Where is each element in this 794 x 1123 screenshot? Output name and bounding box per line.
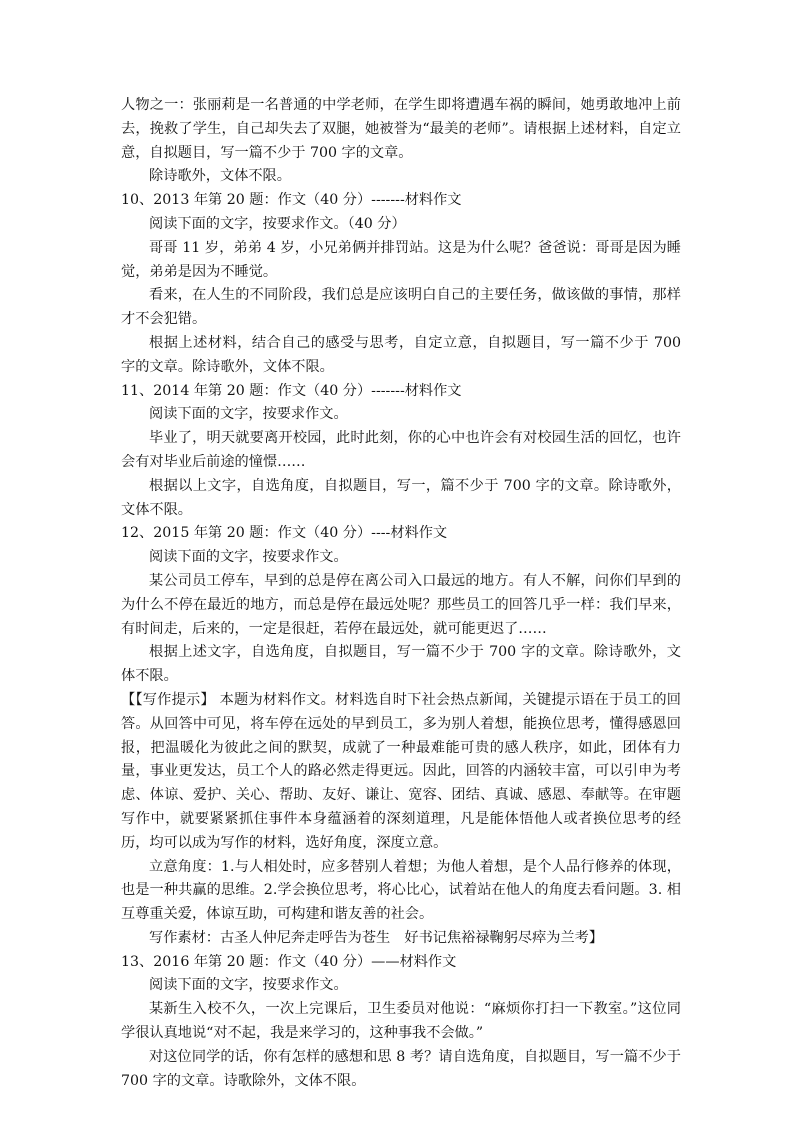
question-13-heading: 13、2016 年第 20 题：作文（40 分）——材料作文 xyxy=(121,953,457,970)
question-10-instruction: 阅读下面的文字，按要求作文。（40 分） xyxy=(149,215,406,232)
question-12-heading: 12、2015 年第 20 题：作文（40 分）----材料作文 xyxy=(121,525,448,542)
question-11-requirement: 根据以上文字，自选角度，自拟题目，写一，篇不少于 700 字的文章。除诗歌外，文体不限。 xyxy=(121,477,681,518)
question-13-requirement: 对这位同学的话，你有怎样的感想和思 8 考？请自选角度，自拟题目，写一篇不少于 700 字的文章。诗歌除外，文体不限。 xyxy=(121,1048,681,1089)
question-10-requirement: 根据上述材料，结合自己的感受与思考，自定立意，自拟题目，写一篇不少于 700 字的文章。除诗歌外，文体不限。 xyxy=(121,334,681,375)
question-12-requirement: 根据上述文字，自选角度，自拟题目，写一篇不少于 700 字的文章。除诗歌外，文体不限。 xyxy=(121,644,681,685)
question-11-material: 毕业了，明天就要离开校园，此时此刻，你的心中也许会有对校园生活的回忆，也许会有对毕业后前途的憧憬…… xyxy=(121,430,681,470)
question-12-writing-tip: 【【写作提示】 本题为材料作文。材料选自时下社会热点新闻，关键提示语在于员工的回答。从回答中可见，将车停在远处的早到员工，多为别人着想，能换位思考，懂得感恩回报，把温暖化为彼此之间的默契，成就了一种最难能可贵的感人秩序，如此，团体有力量，事业更发达，员工个人的路必然走得更远。因此，回答的内涵较丰富，可以引申为考虑、体谅、爱护、关心、帮助、友好、谦让、宽容、团结、真诚、感恩、奉献等。在审题写作中，就要紧紧抓住事件本身蕴涵着的深刻道理，凡是能体悟他人或者换位思考的经历，均可以成为写作的材料，选好角度，深度立意。 xyxy=(121,691,681,851)
question-10-heading: 10、2013 年第 20 题：作文（40 分）-------材料作文 xyxy=(121,192,462,209)
question-12-material: 某公司员工停车，早到的总是停在离公司入口最远的地方。有人不解，问你们早到的 为什么不停在最近的地方，而总是停在最远处呢？那些员工的回答几乎一样：我们早来， 有时间走，后来的，一定是很赶，若停在最远处，就可能更迟了…… xyxy=(121,572,681,637)
document-page xyxy=(121,94,681,1093)
question-12-material-suggestion: 写作素材：古圣人仲尼奔走呼告为苍生 好书记焦裕禄鞠躬尽瘁为兰考】 xyxy=(149,929,604,946)
question-11-instruction: 阅读下面的文字，按要求作文。 xyxy=(149,406,348,423)
question-11-heading: 11、2014 年第 20 题：作文（40 分）-------材料作文 xyxy=(121,382,462,399)
question-10-commentary: 看来，在人生的不同阶段，我们总是应该明白自己的主要任务，做该做的事情，那样才不会犯错。 xyxy=(121,287,681,328)
question-10-material: 哥哥 11 岁，弟弟 4 岁，小兄弟俩并排罚站。这是为什么呢？爸爸说：哥哥是因为睡觉，弟弟是因为不睡觉。 xyxy=(121,239,681,280)
intro-paragraph: 人物之一：张丽莉是一名普通的中学老师，在学生即将遭遇车祸的瞬间，她勇敢地冲上前去，挽救了学生，自己却失去了双腿，她被誉为“最美的老师”。请根据上述材料，自定立意，自拟题目，写一篇不少于 700 字的文章。 xyxy=(121,97,681,161)
intro-genre-note: 除诗歌外，文体不限。 xyxy=(149,168,291,185)
question-13-material: 某新生入校不久，一次上完课后，卫生委员对他说：“麻烦你打扫一下教室。”这位同学很认真地说“对不起，我是来学习的，这种事我不会做。” xyxy=(121,1001,681,1042)
question-12-instruction: 阅读下面的文字，按要求作文。 xyxy=(149,549,348,566)
question-13-instruction: 阅读下面的文字，按要求作文。 xyxy=(149,977,348,994)
question-12-angle: 立意角度：1.与人相处时，应多替别人着想；为他人着想，是个人品行修养的体现，也是一种共赢的思维。2.学会换位思考，将心比心，试着站在他人的角度去看问题。3. 相互尊重关爱，体谅互助，可构建和谐友善的社会。 xyxy=(121,858,681,923)
